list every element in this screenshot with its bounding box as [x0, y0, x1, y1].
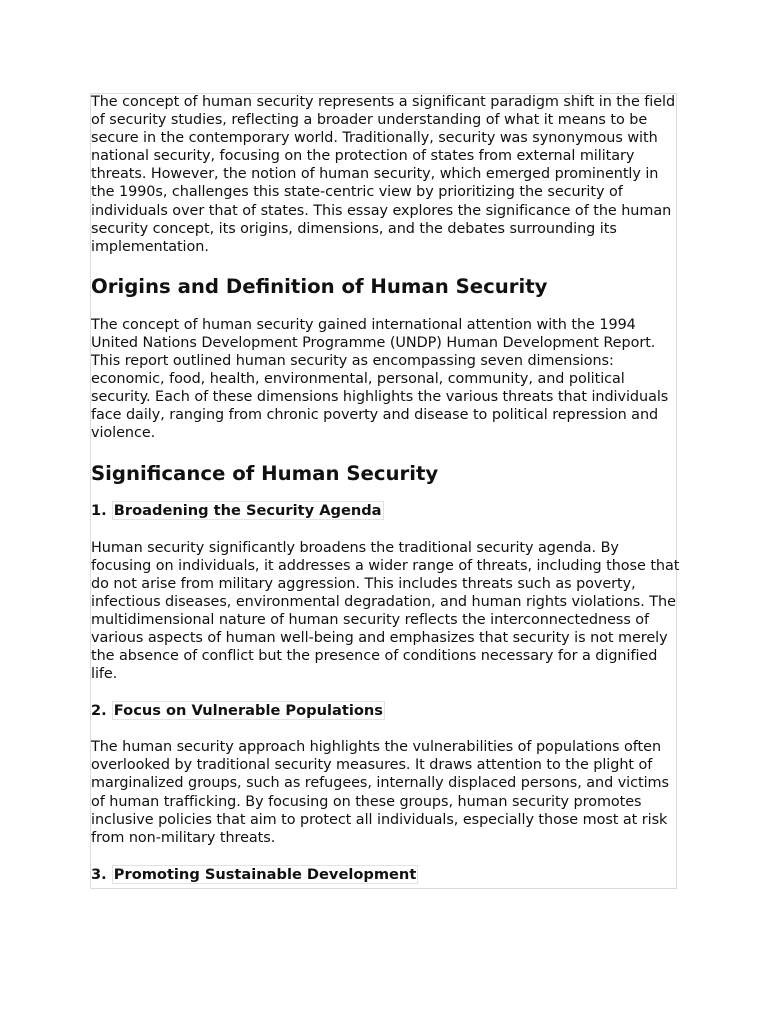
broadening-paragraph: Human security significantly broadens the traditional security agenda. By focusing on individuals, it addresses a wider range of threats, including those that do not arise from military aggression. This includes threats such as poverty, infectious diseases, environmental degradation, and human rights violations. The multidimensional nature of human security reflects the interconnectedness of various aspects of human well-being and emphasizes that security is not merely the absence of conflict but the presence of conditions necessary for a dignified life. — [91, 539, 680, 683]
section-heading-origins: Origins and Definition of Human Security — [91, 274, 548, 298]
subsection-heading-vulnerable — [91, 702, 681, 720]
origins-paragraph: The concept of human security gained international attention with the 1994 United Nations Development Programme (UNDP) Human Development Report. This report outlined human security as encompassing seven dimensions: economic, food, health, environmental, personal, community, and political security. Each of these dimensions highlights the various threats that individuals face daily, ranging from chronic poverty and disease to political repression and violence. — [91, 316, 669, 442]
subsection-number: 3. — [91, 865, 107, 883]
subsection-heading-broadening — [91, 502, 681, 520]
subsection-heading-sustainable — [91, 866, 681, 884]
subsection-title: Broadening the Security Agenda — [113, 501, 382, 519]
document-body — [91, 93, 681, 884]
vulnerable-paragraph: The human security approach highlights the vulnerabilities of populations often overlooked by traditional security measures. It draws attention to the plight of marginalized groups, such as refugees, internally displaced persons, and victims of human trafficking. By focusing on these groups, human security promotes inclusive policies that aim to protect all individuals, especially those most at risk from non-military threats. — [91, 739, 669, 846]
subsection-number: 1. — [91, 501, 107, 519]
subsection-title: Promoting Sustainable Development — [113, 865, 417, 883]
subsection-number: 2. — [91, 702, 107, 720]
subsection-title: Focus on Vulnerable Populations — [113, 702, 383, 720]
section-heading-significance: Significance of Human Security — [91, 461, 439, 485]
intro-paragraph: The concept of human security represents a significant paradigm shift in the field of security studies, reflecting a broader understanding of what it means to be secure in the contemporary world. Traditionally, security was synonymous with national security, focusing on the protection of states from external military threats. However, the notion of human security, which emerged prominently in the 1990s, challenges this state-centric view by prioritizing the security of individuals over that of states. This essay explores the significance of the human security concept, its origins, dimensions, and the debates surrounding its implementation. — [91, 94, 676, 255]
